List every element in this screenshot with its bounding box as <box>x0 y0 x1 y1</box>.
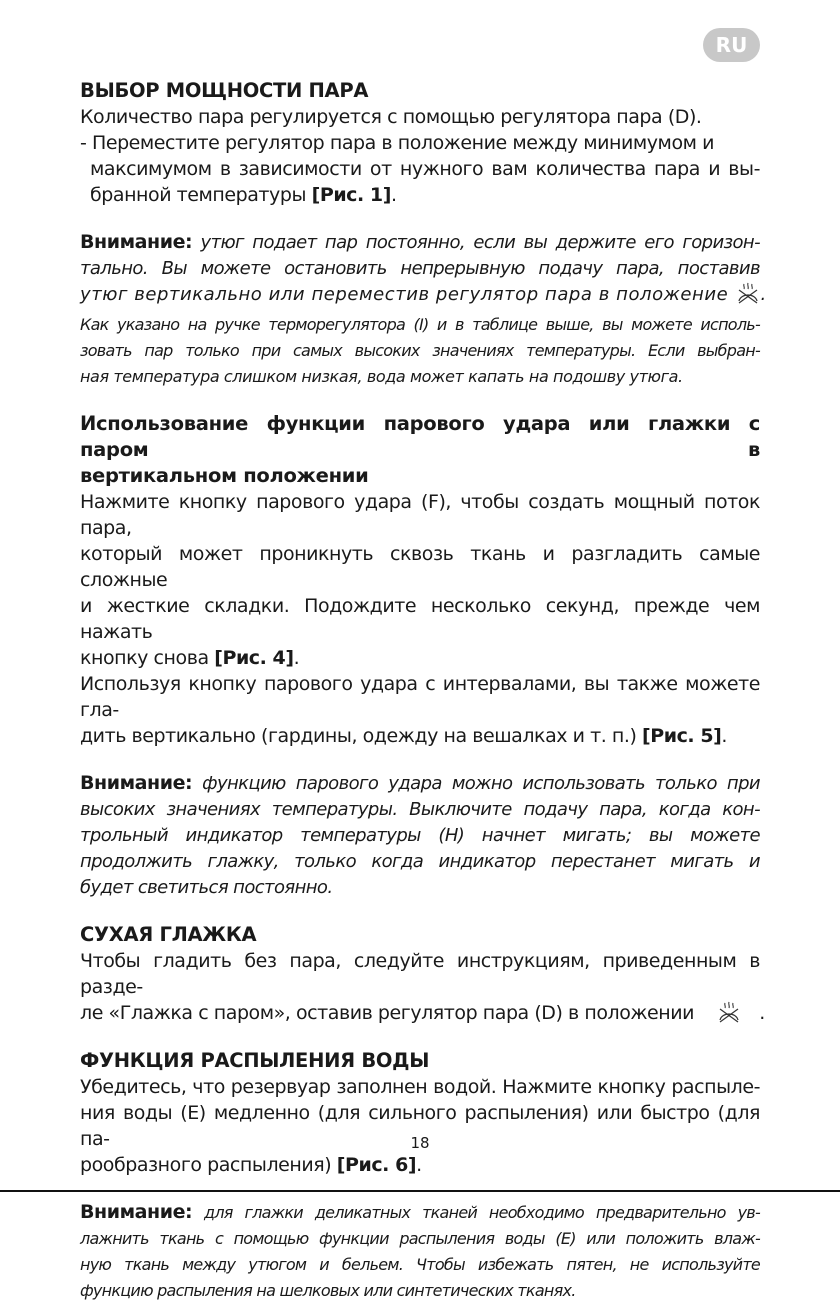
figure-ref: [Рис. 1] <box>311 184 391 206</box>
note-label: Внимание: <box>80 231 193 253</box>
text-span: бранной температуры <box>90 184 312 206</box>
note-text: . <box>760 284 767 305</box>
note-text: функцию парового удара можно использовать только при <box>192 773 760 794</box>
page-content <box>80 78 767 1304</box>
text-span: кнопку снова <box>80 647 215 669</box>
list-item-line: максимумом в зависимости от нужного вам количества пара и вы- <box>90 158 760 180</box>
note-line <box>80 282 767 312</box>
figure-ref: [Рис. 5] <box>642 725 722 747</box>
list-item-line <box>80 182 760 208</box>
paragraph-line: и жесткие складки. Подождите несколько секунд, прежде чем нажать <box>80 595 760 643</box>
note-line: продолжить глажку, только когда индикатор перестанет мигать и <box>80 851 760 872</box>
no-steam-icon <box>735 282 761 312</box>
paragraph-line <box>80 645 760 671</box>
section-title-steam-power: ВЫБОР МОЩНОСТИ ПАРА <box>80 79 369 102</box>
paragraph-line <box>80 723 760 749</box>
text-span: . <box>293 647 300 669</box>
section-title-steam-shot: Использование функции парового удара или глажки с паром в <box>80 412 760 461</box>
note-label: Внимание: <box>80 1201 193 1223</box>
note-text: для глажки деликатных тканей необходимо предварительно ув- <box>192 1203 760 1222</box>
paragraph-line: Чтобы гладить без пара, следуйте инструкциям, приведенным в разде- <box>80 950 760 998</box>
page-number: 18 <box>410 1134 430 1152</box>
note-text: утюг вертикально или переместив регулятор пара в положение <box>80 284 729 305</box>
section-title-dry-ironing: СУХАЯ ГЛАЖКА <box>80 923 257 946</box>
paragraph-line: Нажмите кнопку парового удара (F), чтобы создать мощный поток пара, <box>80 491 760 539</box>
note-line: зовать пар только при самых высоких значениях температуры. Если выбран- <box>80 341 760 360</box>
note-line: тально. Вы можете остановить непрерывную подачу пара, поставив <box>80 258 760 279</box>
paragraph-line <box>80 1152 760 1178</box>
note-line: трольный индикатор температуры (H) начнет мигать; вы можете <box>80 825 760 846</box>
note-line: ная температура слишком низкая, вода может капать на подошву утюга. <box>80 367 683 386</box>
note-label: Внимание: <box>80 772 193 794</box>
paragraph-line: который может проникнуть сквозь ткань и разгладить самые сложные <box>80 543 760 591</box>
text-span: дить вертикально (гардины, одежду на вешалках и т. п.) <box>80 725 643 747</box>
paragraph-line: Используя кнопку парового удара с интервалами, вы также можете гла- <box>80 673 760 721</box>
text-span: . <box>759 1002 765 1024</box>
note-line: высоких значениях температуры. Выключите подачу пара, когда кон- <box>80 799 760 820</box>
paragraph-line: ния воды (E) медленно (для сильного распыления) или быстро (для па- <box>80 1102 760 1150</box>
language-badge: RU <box>703 28 760 62</box>
no-steam-icon <box>716 1001 742 1030</box>
note-line: будет светиться постоянно. <box>80 877 333 898</box>
note-line <box>80 1199 760 1226</box>
note-line: функцию распыления на шелковых или синтетических тканях. <box>80 1281 576 1300</box>
note-line: лажнить ткань с помощью функции распыления воды (E) или положить влаж- <box>80 1229 760 1248</box>
note-line: Как указано на ручке терморегулятора (I) и в таблице выше, вы можете исполь- <box>80 315 760 334</box>
figure-ref: [Рис. 4] <box>214 647 294 669</box>
paragraph-line: Количество пара регулируется с помощью регулятора пара (D). <box>80 106 702 128</box>
text-span: рообразного распыления) <box>80 1154 337 1176</box>
figure-ref: [Рис. 6] <box>336 1154 417 1176</box>
note-line: ную ткань между утюгом и бельем. Чтобы избежать пятен, не используйте <box>80 1255 760 1274</box>
text-span: . <box>721 725 727 747</box>
section-title-water-spray: ФУНКЦИЯ РАСПЫЛЕНИЯ ВОДЫ <box>80 1049 430 1072</box>
section-title-steam-shot-2: вертикальном положении <box>80 464 369 487</box>
paragraph-line: Убедитесь, что резервуар заполнен водой. Нажмите кнопку распыле- <box>80 1076 760 1098</box>
note-line <box>80 229 760 256</box>
text-span: ле «Глажка с паром», оставив регулятор пара (D) в положении <box>80 1002 695 1024</box>
note-line <box>80 770 760 797</box>
paragraph-line <box>80 1000 765 1030</box>
list-item-line: - Переместите регулятор пара в положение между минимумом и <box>80 132 714 154</box>
text-span: . <box>390 184 397 206</box>
note-text: утюг подает пар постоянно, если вы держите его горизон- <box>192 232 760 253</box>
text-span: . <box>416 1154 422 1176</box>
